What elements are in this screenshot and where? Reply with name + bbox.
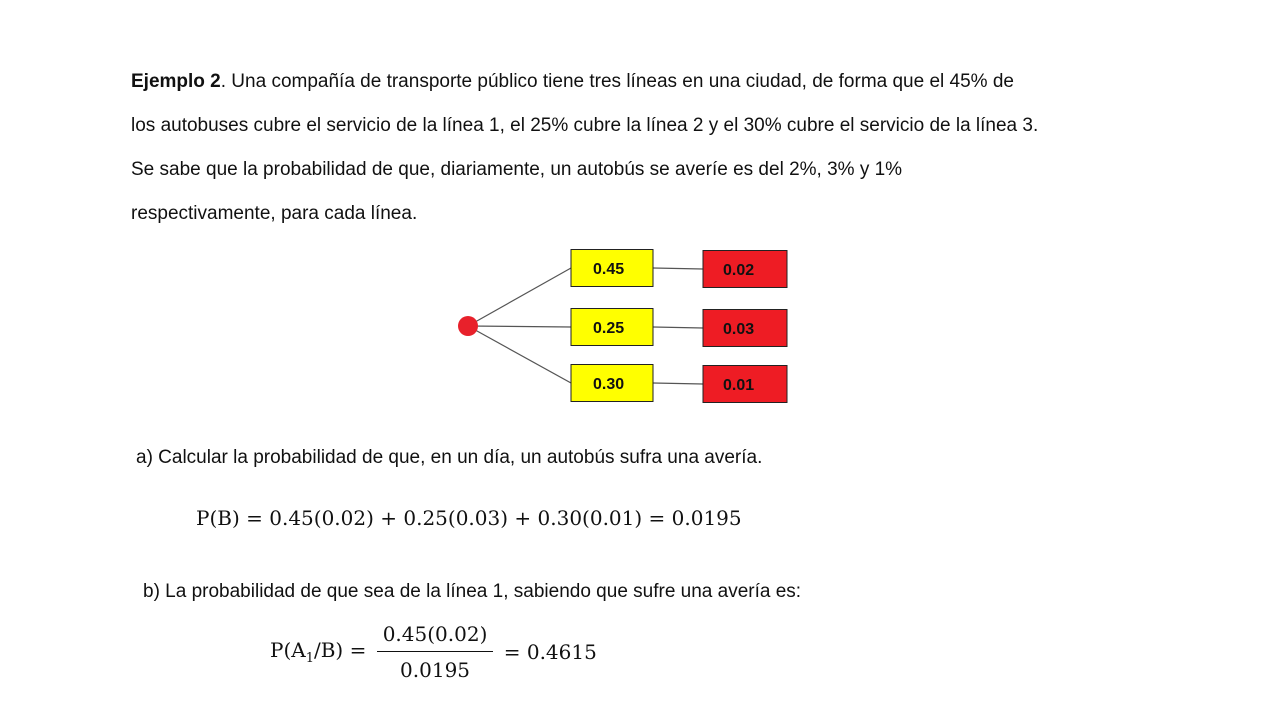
bayes-denominator: 0.0195 — [400, 658, 471, 682]
statement-line-2: los autobuses cubre el servicio de la línea 1, el 25% cubre la línea 2 y el 30% cubre el servicio de la línea 3. — [131, 115, 1039, 136]
bayes-lhs-end: /B) = — [313, 638, 367, 662]
bayes-fraction — [377, 622, 494, 682]
line-prob-label-3: 0.30 — [593, 376, 625, 393]
tree-branch-breakdown-3 — [653, 383, 703, 384]
statement-line-4: respectivamente, para cada línea. — [131, 203, 418, 224]
tree-branch-line-2 — [468, 326, 571, 327]
bayes-numerator: 0.45(0.02) — [377, 622, 494, 652]
equation-bayes — [270, 622, 597, 682]
bayes-lhs-subscript: 1 — [305, 651, 314, 666]
question-b: b) La probabilidad de que sea de la línea 1, sabiendo que sufre una avería es: — [143, 581, 802, 602]
tree-branch-line-3 — [468, 326, 571, 383]
line-prob-label-1: 0.45 — [593, 261, 625, 278]
equation-a-text: P(B) = 0.45(0.02) + 0.25(0.03) + 0.30(0.01) = 0.0195 — [196, 506, 742, 530]
bayes-result: = 0.4615 — [503, 640, 597, 664]
tree-branch-breakdown-2 — [653, 327, 703, 328]
tree-root-node — [458, 316, 478, 336]
breakdown-prob-label-2: 0.03 — [723, 321, 755, 338]
statement-text-1: . Una compañía de transporte público tiene tres líneas en una ciudad, de forma que el 45% de — [220, 71, 1014, 92]
bayes-lhs-start: P(A — [270, 638, 306, 662]
line-prob-label-2: 0.25 — [593, 320, 625, 337]
breakdown-prob-label-1: 0.02 — [723, 262, 755, 279]
statement-line-3: Se sabe que la probabilidad de que, diariamente, un autobús se averíe es del 2%, 3% y 1% — [131, 159, 903, 180]
tree-branch-breakdown-1 — [653, 268, 703, 269]
bayes-lhs — [270, 638, 367, 666]
equation-total-probability — [196, 506, 742, 530]
question-a: a) Calcular la probabilidad de que, en un día, un autobús sufra una avería. — [136, 447, 763, 468]
tree-branch-line-1 — [468, 268, 571, 326]
breakdown-prob-label-3: 0.01 — [723, 377, 755, 394]
example-title: Ejemplo 2 — [131, 71, 221, 92]
